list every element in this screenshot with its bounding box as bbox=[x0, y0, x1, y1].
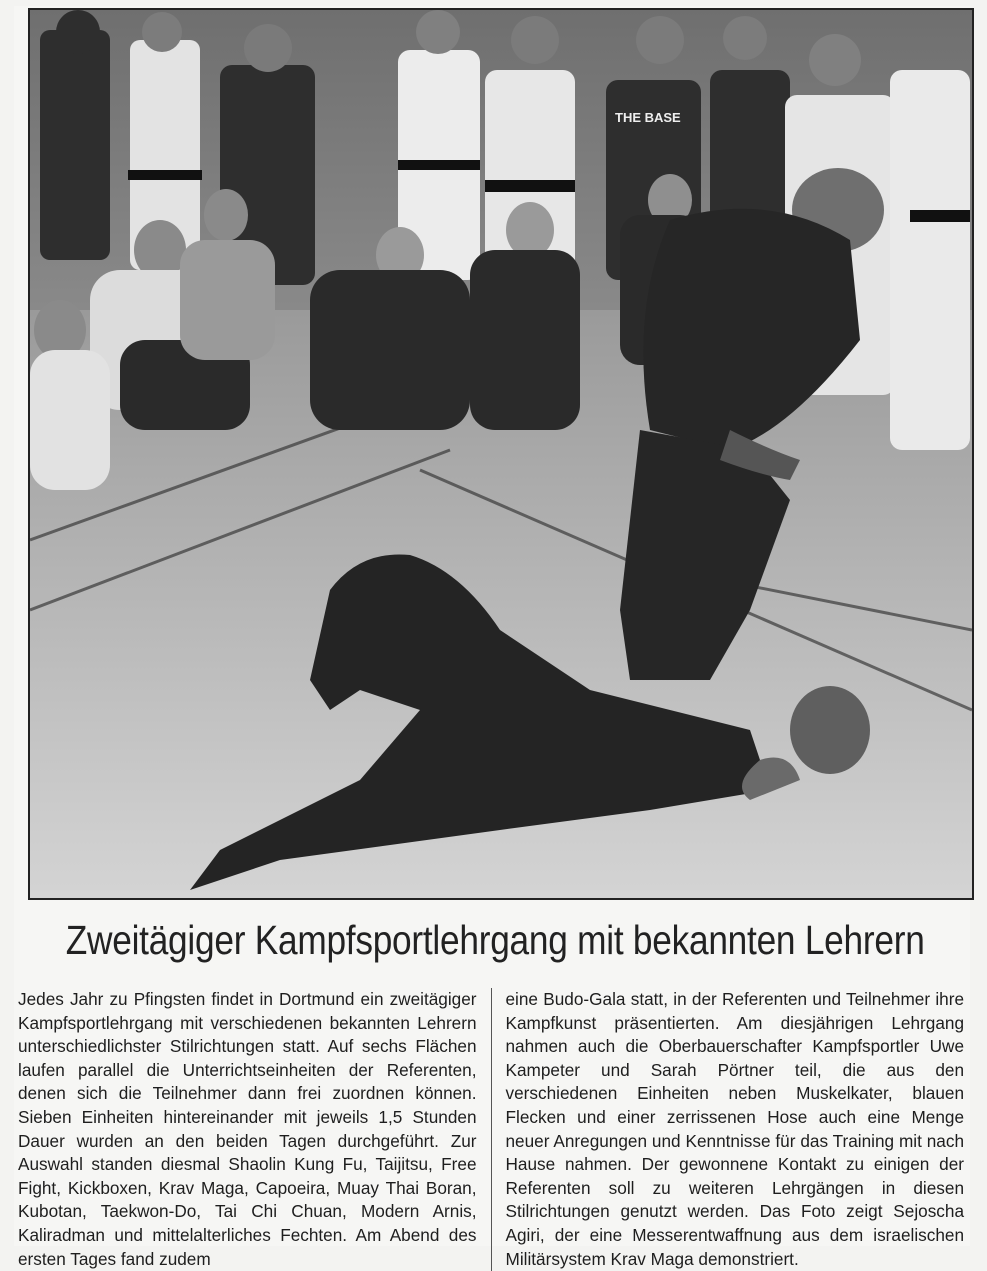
martial-arts-demonstration-photo bbox=[30, 10, 972, 898]
newspaper-clipping bbox=[14, 6, 970, 1269]
shirt-print: THE BASE bbox=[615, 110, 681, 125]
article-photo bbox=[28, 8, 974, 900]
column-2-text: eine Budo-Gala statt, in der Referenten und Teilnehmer ihre Kampfkunst präsentierten. Am diesjährigen Lehrgang nahmen auch die Oberbauerschafter Kampfsportler Uwe Kampeter und Sarah Pörtner teil, die aus den verschiedenen Einheiten neben Muskelkater, blauen Flecken und einer zerrissenen Hose auch eine Menge neuer Anregungen und Kenntnisse für das Training mit nach Hause nahmen. Der gewonnene Kontakt zu einigen der Referenten soll zu weiteren Lehrgängen in diesen Stilrichtungen genutzt werden. Das Foto zeigt Sejoscha Agiri, der eine Messerentwaffnung aus dem israelischen Militärsystem Krav Maga demonstriert. bbox=[505, 989, 965, 1269]
article-column-1 bbox=[18, 988, 477, 1271]
column-1-text: Jedes Jahr zu Pfingsten findet in Dortmund ein zweitägiger Kampfsportlehrgang mit verschiedenen bekannten Lehrern unterschiedlichster Stilrichtungen statt. Auf sechs Flächen laufen parallel die Unterrichtseinheiten der Referenten, denen sich die Teilnehmer dann frei zuordnen können. Sieben Einheiten hintereinander mit jeweils 1,5 Stunden Dauer wurden an den beiden Tagen durchgeführt. Zur Auswahl standen diesmal Shaolin Kung Fu, Taijitsu, Free Fight, Kickboxen, Krav Maga, Capoeira, Muay Thai Boran, Kubotan, Taekwon-Do, Tai Chi Chuan, Modern Arnis, Kaliradman und mittelalterliches Fechten. Am Abend des ersten Tages fand zudem bbox=[18, 989, 477, 1269]
article-column-2 bbox=[506, 988, 965, 1271]
article-headline: Zweitägiger Kampfsportlehrgang mit bekannten Lehrern bbox=[65, 917, 925, 963]
column-divider bbox=[491, 988, 492, 1271]
article-body bbox=[18, 988, 964, 1271]
